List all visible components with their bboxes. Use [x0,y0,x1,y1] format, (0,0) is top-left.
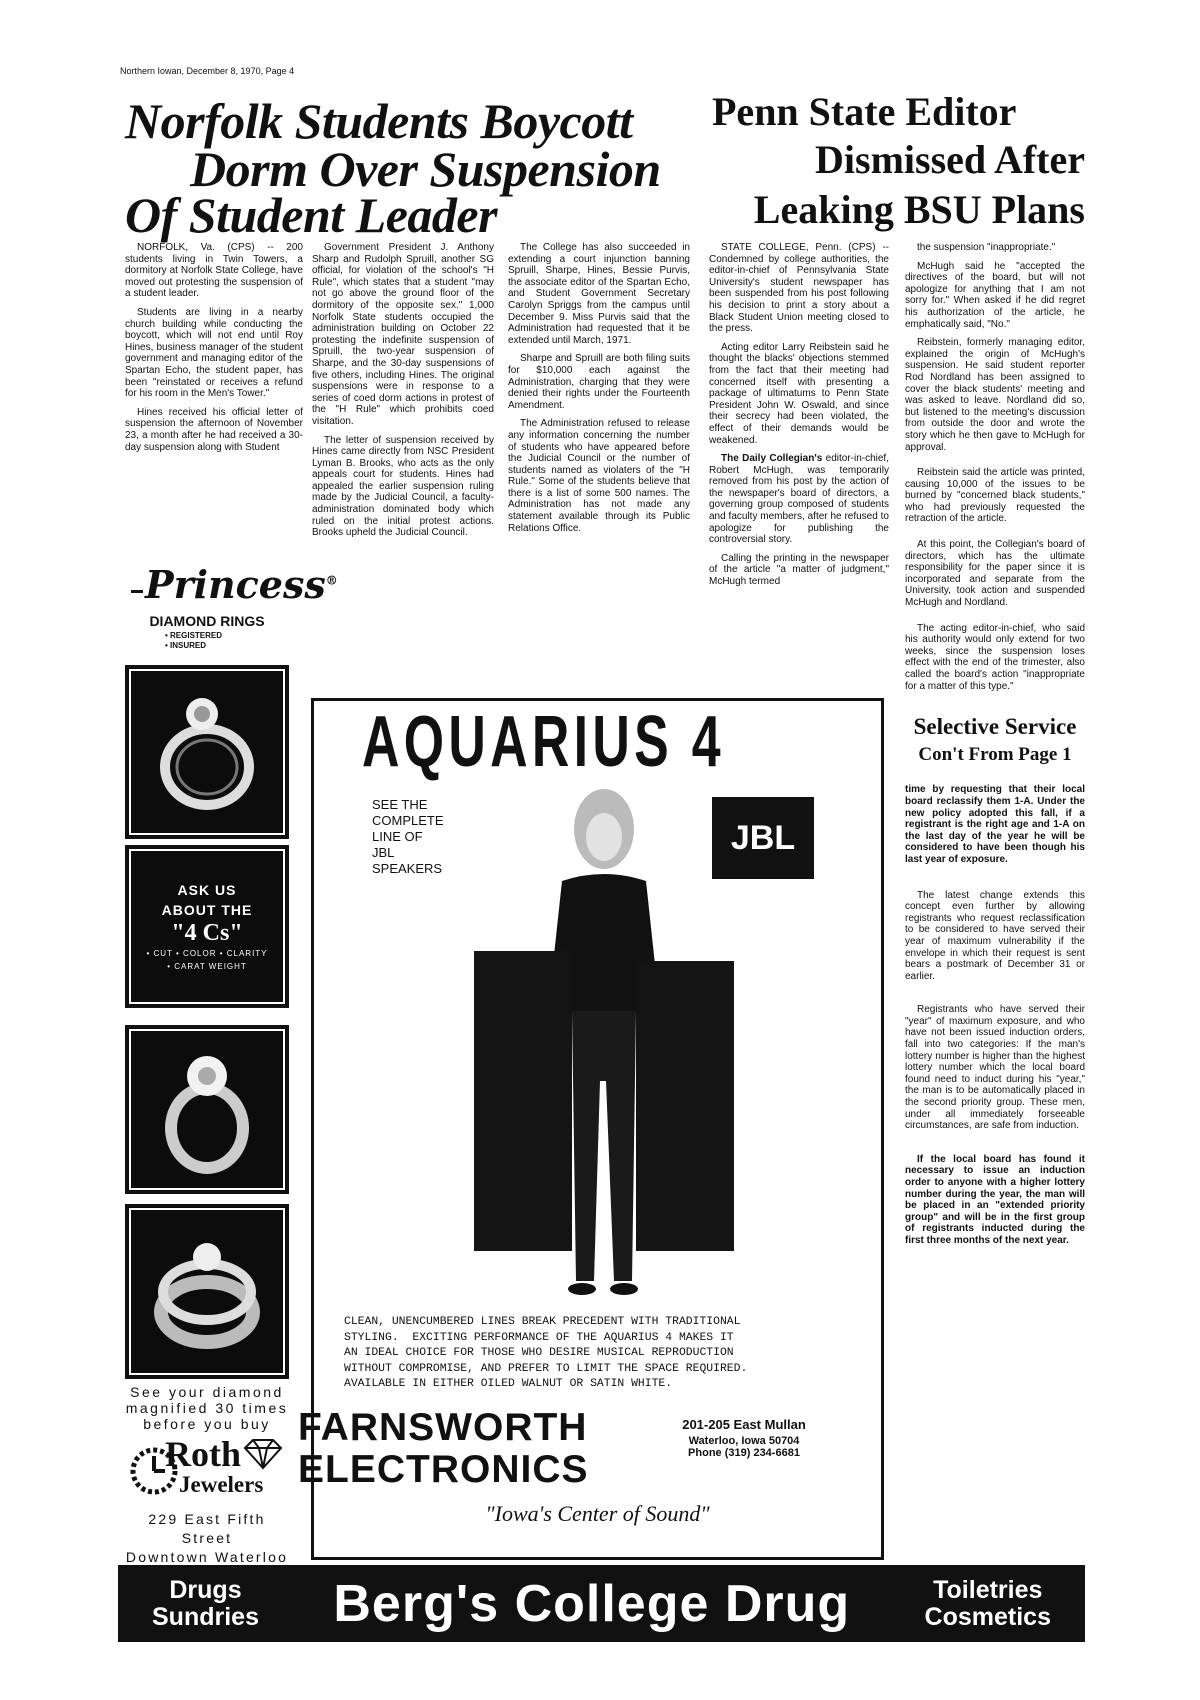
article-paragraph: The letter of suspension received by Hines came directly from NSC President Lyman B. Brooks, who acts as the only appeals court for students. Hines had appealed the earlier suspension ruling made by the Judicial Council, a faculty-administration dominated body which ruled on the initial protest actions. Brooks upheld the Judicial Council. [312,434,494,539]
pennstate-headline-line2: Dismissed After [815,137,1085,182]
pennstate-headline-line1: Penn State Editor [712,89,1017,134]
article-paragraph: If the local board has found it necessary to issue an induction order to anyone with a higher lottery number during the year, the man will be placed in an "extended priority group" and will be in the first group of registrants inducted during the first three months of the next year. [905,1153,1085,1246]
article-paragraph: The latest change extends this concept even further by allowing registrants who request reclassification to be considered to have served their year of maximum vulnerability if the envelope in which their request is sent bears a postmark of December 31 or earlier. [905,889,1085,982]
four-cs-line: • CUT • COLOR • CLARITY [146,949,268,958]
norfolk-column-3 [508,242,690,682]
newspaper-name: The Daily Collegian's [721,453,823,465]
aquarius-title: AQUARIUS 4 [362,702,725,782]
ring-icon [152,682,262,822]
article-paragraph: NORFOLK, Va. (CPS) -- 200 students living in Twin Towers, a dormitory at Norfolk State College, have moved out protesting the suspension of a student leader. [125,242,303,300]
four-cs-line: • CARAT WEIGHT [167,962,247,971]
princess-brand [143,562,340,607]
article-paragraph: Reibstein, formerly managing editor, explained the origin of McHugh's suspension. He said student reporter Rod Nordland has been assigned to cover the black students' meeting and was asked to leave. Nordland did so, but listened to the meeting's discussion from outside the door and wrote the story which he then gave to McHugh for approval. [905,337,1085,453]
diamond-rings-label: DIAMOND RINGS [149,613,265,629]
norfolk-headline-line3: Of Student Leader [125,187,498,243]
princess-logo [125,556,338,656]
jewelers-name: Jewelers [179,1472,264,1497]
four-cs-box [125,845,289,1008]
woman-with-speakers-photo [454,781,754,1301]
aquarius-description: CLEAN, UNENCUMBERED LINES BREAK PRECEDENT WITH TRADITIONAL STYLING. EXCITING PERFORMANCE OF THE AQUARIUS 4 MAKES IT AN IDEAL CHOICE FOR THOSE WHO DESIRE MUSICAL REPRODUCTION WITHOUT COMPROMISE, AND PREFER TO LIMIT THE SPACE REQUIRED. AVAILABLE IN EITHER OILED WALNUT OR SATIN WHITE. [344,1316,748,1391]
four-cs-title: "4 Cs" [171,920,243,946]
article-paragraph: The Administration refused to release any information concerning the number of students who have appeared before the Judicial Council or the number of students named as violaters of the "H Rule." Some of the students believe that there is a list of some 500 names. The Administration has not made any statement available through its Public Relations Office. [508,418,690,534]
article-paragraph: The College has also succeeded in extending a court injunction banning Spruill, Sharpe, Hines, Bessie Purvis, the associate editor of the Spartan Echo, and Student Government Secretary Carolyn Spriggs from the campus until December 9. Miss Purvis said that the Administration had requested that it be extended until March, 1971. [508,242,690,346]
paragraph-text: editor-in-chief, Robert McHugh, was temporarily removed from his post by the action of the newspaper's board of directors, a governing group composed of students and faculty members, after he refused to apologize for publishing the controversial story. [709,453,889,546]
feature-registered: • REGISTERED [165,631,223,640]
ring-photo-1 [125,665,289,839]
article-paragraph: At this point, the Collegian's board of directors, which has the ultimate responsibility for the paper since it is incorporated and separate from the University, took action and suspended McHugh and Nordland. [905,539,1085,609]
article-paragraph: Students are living in a nearby church building while conducting the boycott, which will not end until Roy Hines, business manager of the student government and managing editor of the Spartan Echo, the student paper, has been "reinstated or receives a refund for his room in the Men's Tower." [125,306,303,400]
roth-logo [129,1436,289,1506]
banner-store-name: Berg's College Drug [333,1574,851,1633]
feature-insured: • INSURED [165,641,207,650]
selective-service-headline: Selective Service [913,714,1077,740]
article-paragraph: The acting editor-in-chief, who said his authority would only extend for two weeks, since the suspension loses effect with the end of the trimester, also called the board's action "inappropriate for a matter of this type." [905,622,1085,692]
norfolk-headline-line1: Norfolk Students Boycott [125,93,633,149]
store-city: Waterloo, Iowa 50704 [688,1435,800,1447]
ring-photo-3 [125,1204,289,1379]
ring-icon [152,1040,262,1180]
store-address: 229 East Fifth Street [148,1511,266,1546]
jbl-intro: SEE THE COMPLETE LINE OF JBL SPEAKERS [372,797,444,876]
article-paragraph: Acting editor Larry Reibstein said he thought the blacks' objections stemmed from the fact that their meeting had concerned itself with presenting a package of ultimatums to Penn State President John W. Oswald, and since their secrecy had been violated, the effect of their demands would be weakened. [709,341,889,446]
article-paragraph: Sharpe and Spruill are both filing suits for $10,000 each against the Administration, charging that they were denied their rights under the Fourteenth Amendment. [508,353,690,411]
selective-service-subhead: Con't From Page 1 [918,744,1072,766]
diamond-tagline: See your diamond magnified 30 times before you buy [125,1384,289,1432]
aquarius-4-ad [298,698,884,1560]
banner-left-text: Drugs Sundries [152,1576,259,1631]
banner-right-text: Toiletries Cosmetics [924,1576,1051,1631]
store-city: Downtown Waterloo [125,1549,289,1565]
four-cs-line: ASK US [177,882,237,898]
norfolk-column-2 [312,242,494,682]
store-address: 201-205 East Mullan [682,1417,806,1432]
article-paragraph: the suspension "inappropriate." [917,242,1056,253]
article-paragraph [709,453,889,546]
ring-set-icon [147,1222,267,1362]
roth-jewelers-ad [125,556,338,1565]
article-paragraph: Registrants who have served their "year" of maximum exposure, and who have not been issued induction orders, fall into two categories: If the man's lottery number is higher than the highest lottery number which the local board found need to induct during his "year," the man is to be automatically placed in the second priority group. These men, under all immediately forseeable circumstances, are safe from induction. [905,1004,1085,1132]
roth-name: Roth [165,1434,242,1474]
article-paragraph: STATE COLLEGE, Penn. (CPS) -- Condemned by college authorities, the editor-in-chief of Pennsylvania State University's student newspaper has been suspended from his post following his decision to print a story about a Black Student Union meeting closed to the press. [709,242,889,335]
ring-photo-2 [125,1025,289,1194]
right-column [905,242,1085,1552]
farnsworth-electronics-name: FARNSWORTH ELECTRONICS [298,1406,589,1491]
store-slogan: "Iowa's Center of Sound" [485,1501,710,1526]
jbl-logo: JBL [712,797,814,879]
pennstate-headline-line3: Leaking BSU Plans [753,187,1085,232]
pennstate-column-4 [709,242,889,687]
article-paragraph: Hines received his official letter of suspension the afternoon of November 23, a month after he had received a 30-day suspension along with Student [125,406,303,453]
diamond-icon [241,1438,285,1470]
article-paragraph: Reibstein said the article was printed, causing 10,000 of the issues to be burned by "concerned black students," who had previously requested the retraction of the article. [905,467,1085,525]
four-cs-line: ABOUT THE [161,902,253,918]
article-paragraph: time by requesting that their local board reclassify them 1-A. Under the new policy adopted this fall, if a registrant is the right age and 1-A on the last day of the year he will be considered to have been though his last year of exposure. [905,784,1085,865]
registered-mark: ® [325,573,338,588]
bergs-college-drug-banner [118,1565,1085,1642]
article-paragraph: McHugh said he "accepted the directives of the board, but will not apologize for anything that I am not sorry for." When asked if he did regret his authorization of the article, he emphatically said, "No." [905,260,1085,330]
brand-name: Princess [145,562,326,607]
norfolk-column-1 [125,242,303,554]
store-phone: Phone (319) 234-6681 [688,1447,800,1459]
article-paragraph: Calling the printing in the newspaper of the article "a matter of judgment," McHugh termed [709,552,889,588]
norfolk-headline-line2: Dorm Over Suspension [190,141,661,197]
dateline: Northern Iowan, December 8, 1970, Page 4 [120,66,295,76]
article-paragraph: Government President J. Anthony Sharp and Rudolph Spruill, another SG official, for violation of the school's "H Rule", which states that a student "may not go above the ground floor of the dormitory of the opposite sex." 1,000 Norfolk State students occupied the administration building on October 22 protesting the indefinite suspension of Spruill, the two-year suspension of Sharpe, and the 30-day suspensions of five others, including Hines. The original suspensions were in response to a series of coed dorm actions in protest of the "H Rule" which prohibits coed visitation. [312,242,494,427]
